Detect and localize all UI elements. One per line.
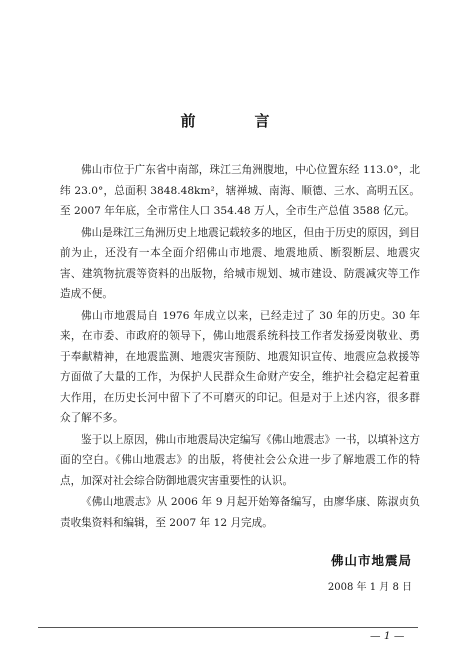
signature-date: 2008 年 1 月 8 日 [327, 582, 412, 593]
paragraph-location: 佛山市位于广东省中南部，珠江三角洲腹地，中心位置东经 113.0°，北纬 23.0°，总面积 3848.48km²，辖禅城、南海、顺德、三水、高明五区。至 2007 年年底，全市常住人口 354.48 万人，全市生产总值 3588 亿元。 [60, 164, 420, 217]
paragraph-compilation: 《佛山地震志》从 2006 年 9 月起开始筹备编写，由廖华康、陈淑贞负责收集资料和编辑，至 2007 年 12 月完成。 [60, 496, 420, 529]
signature: 佛山市地震局 [330, 553, 412, 568]
paragraph-purpose: 鉴于以上原因，佛山市地震局决定编写《佛山地震志》一书，以填补这方面的空白。《佛山地震志》的出版，将使社会公众进一步了解地震工作的特点，加深对社会综合防御地震灾害重要性的认识。 [60, 433, 420, 487]
page-number: — 1 — [370, 630, 405, 642]
footer-rule [38, 627, 418, 628]
paragraph-history: 佛山是珠江三角洲历史上地震记载较多的地区，但由于历史的原因，到目前为止，还没有一本全面介绍佛山市地震、地震地质、断裂断层、地震灾害、建筑物抗震等资料的出版物，给城市规划、城市建设、防震减灾等工作造成不便。 [60, 226, 420, 300]
page-title: 前 言 [180, 112, 292, 130]
preface-body [60, 160, 420, 534]
paragraph-bureau: 佛山市地震局自 1976 年成立以来，已经走过了 30 年的历史。30 年来，在市委、市政府的领导下，佛山地震系统科技工作者发扬爱岗敬业、勇于奉献精神，在地震监测、地震灾害预防、地震知识宣传、地震应急救援等方面做了大量的工作，为保护人民群众生命财产安全，维护社会稳定起着重大作用，在历史长河中留下了不可磨灭的印记。但是对于上述内容，很多群众了解不多。 [60, 309, 420, 424]
